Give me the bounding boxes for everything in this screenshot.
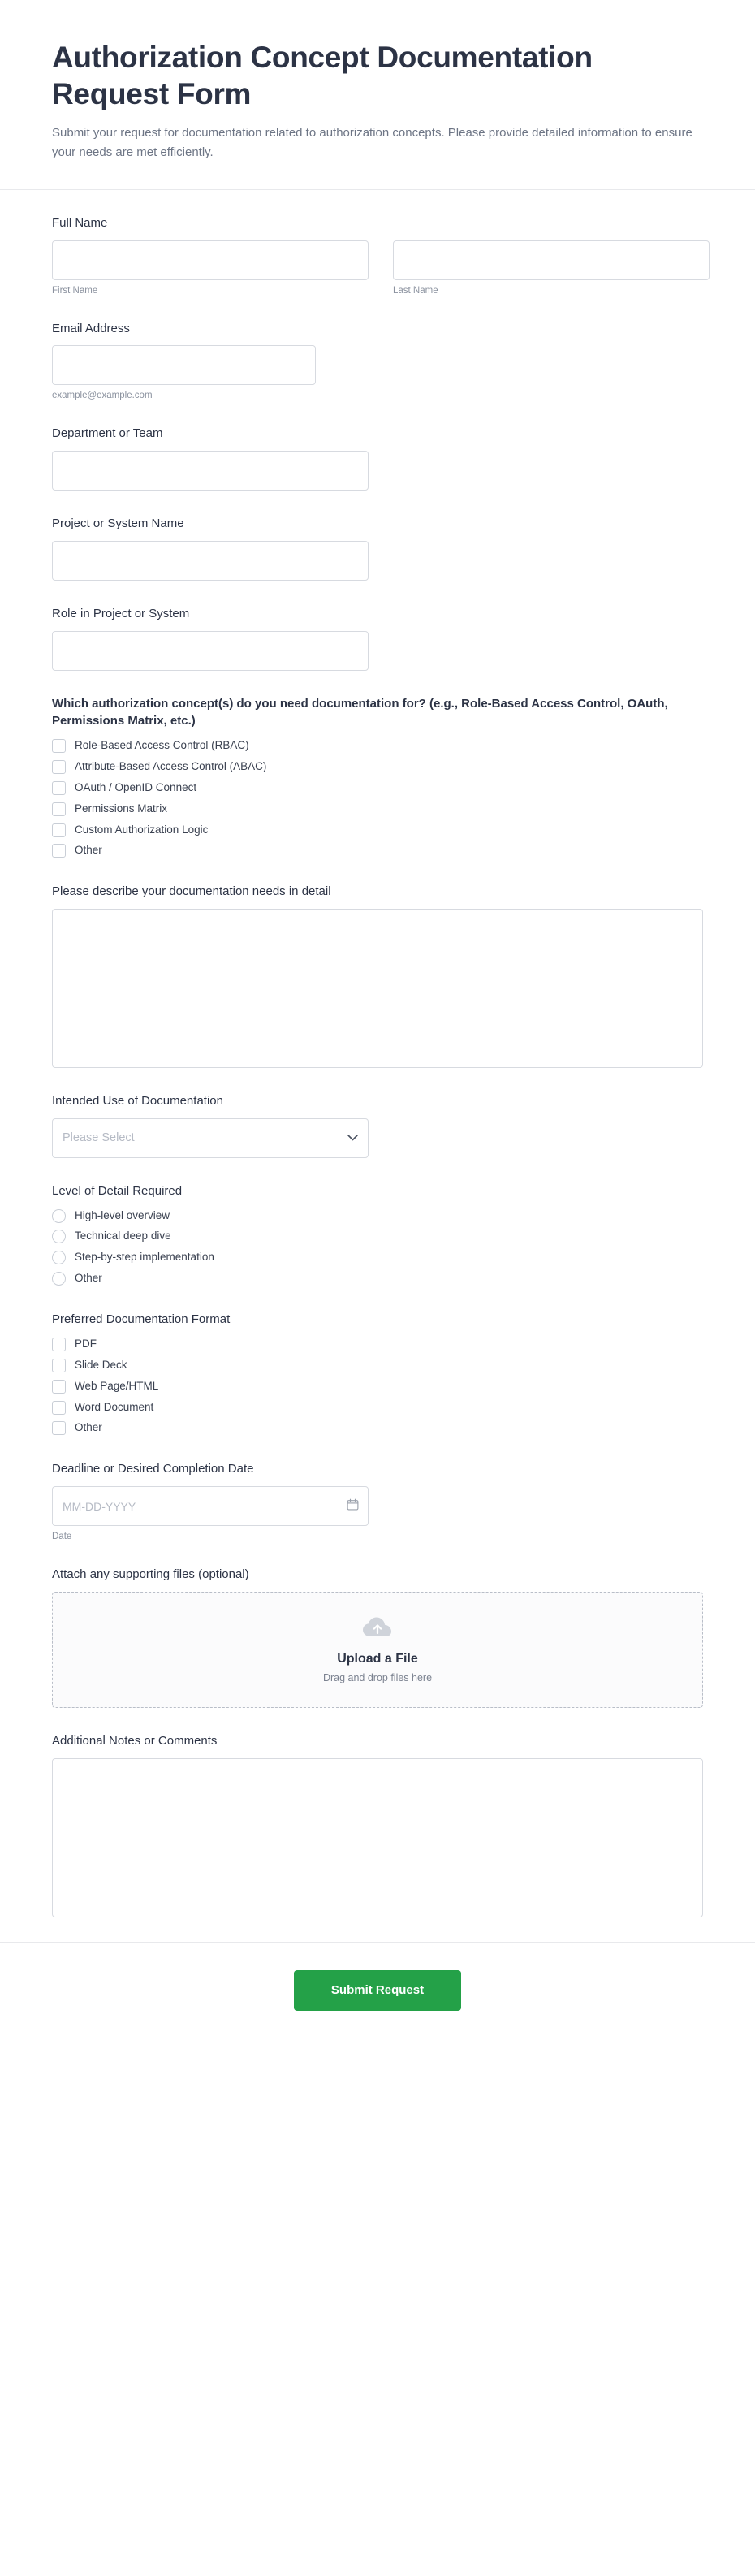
field-additional-notes [52,1732,703,1917]
upload-subtitle: Drag and drop files here [322,1671,433,1683]
role-input[interactable] [52,631,369,671]
detail-level-label: Level of Detail Required [52,1183,183,1198]
field-detail-level [52,1182,703,1286]
format-checkbox-list [52,1337,703,1436]
checkbox-option-word-document[interactable] [52,1400,703,1416]
concepts-label: Which authorization concept(s) do you need documentation for? (e.g., Role-Based Access Control, OAuth, Permissions Matrix, etc.) [52,696,668,728]
project-input[interactable] [52,541,369,581]
needs-textarea[interactable] [52,909,703,1068]
upload-title: Upload a File [337,1651,418,1666]
checkbox-label: Attribute-Based Access Control (ABAC) [75,759,267,772]
checkbox-icon[interactable] [52,802,66,816]
email-sublabel: example@example.com [52,391,153,401]
full-name-label: Full Name [52,215,108,230]
detail-level-radio-list [52,1208,703,1287]
radio-option-technical-deep-dive[interactable] [52,1229,703,1244]
intended-use-label: Intended Use of Documentation [52,1094,223,1109]
checkbox-icon[interactable] [52,844,66,858]
checkbox-icon[interactable] [52,1380,66,1394]
email-label: Email Address [52,321,130,335]
checkbox-label: Web Page/HTML [75,1379,159,1392]
checkbox-option-oauth[interactable] [52,780,703,796]
field-deadline [52,1460,703,1541]
format-label: Preferred Documentation Format [52,1312,231,1327]
checkbox-icon[interactable] [52,760,66,774]
role-label: Role in Project or System [52,606,190,620]
deadline-sublabel: Date [52,1532,72,1542]
form-body [0,190,755,1917]
field-project [52,515,703,581]
checkbox-label: Role-Based Access Control (RBAC) [75,739,249,751]
checkbox-option-format-other[interactable] [52,1420,703,1436]
form-header [0,0,755,190]
checkbox-icon[interactable] [52,1338,66,1351]
last-name-sublabel: Last Name [393,285,438,296]
file-upload-dropzone[interactable] [52,1592,703,1708]
radio-label: Technical deep dive [75,1230,171,1243]
checkbox-label: Permissions Matrix [75,802,168,815]
checkbox-label: Slide Deck [75,1358,127,1371]
deadline-input-wrap [52,1486,369,1526]
checkbox-option-rbac[interactable] [52,738,703,754]
radio-option-step-by-step[interactable] [52,1250,703,1265]
checkbox-option-slide-deck[interactable] [52,1358,703,1373]
checkbox-icon[interactable] [52,1421,66,1435]
full-name-row [52,240,703,296]
additional-notes-label: Additional Notes or Comments [52,1733,218,1748]
checkbox-option-custom-logic[interactable] [52,823,703,838]
concepts-checkbox-list [52,738,703,858]
deadline-label: Deadline or Desired Completion Date [52,1462,254,1476]
upload-cloud-icon [361,1616,394,1645]
field-concepts [52,695,703,859]
first-name-group [52,240,369,296]
radio-label: High-level overview [75,1208,170,1221]
checkbox-label: Other [75,844,102,857]
field-department [52,425,703,491]
checkbox-option-web-page[interactable] [52,1379,703,1394]
attachments-label: Attach any supporting files (optional) [52,1567,249,1582]
field-intended-use [52,1092,703,1158]
checkbox-label: PDF [75,1337,97,1350]
checkbox-icon[interactable] [52,739,66,753]
checkbox-icon[interactable] [52,823,66,837]
radio-label: Other [75,1272,102,1285]
radio-label: Step-by-step implementation [75,1251,214,1264]
checkbox-label: Other [75,1421,102,1434]
intended-use-select-wrap[interactable] [52,1118,369,1158]
page-title: Authorization Concept Documentation Request Form [52,41,593,111]
first-name-input[interactable] [52,240,369,280]
checkbox-icon[interactable] [52,781,66,795]
first-name-sublabel: First Name [52,285,98,296]
checkbox-option-abac[interactable] [52,759,703,775]
last-name-group [393,240,710,296]
department-input[interactable] [52,451,369,491]
radio-icon[interactable] [52,1272,66,1286]
radio-option-high-level[interactable] [52,1208,703,1224]
radio-option-other[interactable] [52,1271,703,1286]
radio-icon[interactable] [52,1251,66,1264]
submit-request-button[interactable]: Submit Request [294,1970,461,2011]
email-input[interactable] [52,345,316,385]
department-label: Department or Team [52,426,163,441]
radio-icon[interactable] [52,1209,66,1223]
checkbox-option-permissions-matrix[interactable] [52,802,703,817]
needs-label: Please describe your documentation needs in detail [52,884,331,899]
checkbox-label: Word Document [75,1400,154,1413]
checkbox-option-other[interactable] [52,843,703,858]
checkbox-label: OAuth / OpenID Connect [75,780,197,793]
page-subtitle: Submit your request for documentation related to authorization concepts. Please provide detailed information to ensure your needs are met efficiently. [52,126,692,159]
field-role [52,605,703,671]
checkbox-icon[interactable] [52,1359,66,1372]
checkbox-icon[interactable] [52,1401,66,1415]
additional-notes-textarea[interactable] [52,1758,703,1917]
field-email [52,320,703,401]
intended-use-select[interactable]: Please Select [52,1118,369,1158]
radio-icon[interactable] [52,1230,66,1243]
project-label: Project or System Name [52,516,184,530]
field-full-name [52,214,703,296]
field-documentation-needs [52,883,703,1068]
last-name-input[interactable] [393,240,710,280]
form-footer [0,1942,755,2047]
deadline-input[interactable] [52,1486,369,1526]
field-preferred-format [52,1311,703,1436]
checkbox-label: Custom Authorization Logic [75,823,209,836]
field-attachments [52,1566,703,1708]
checkbox-option-pdf[interactable] [52,1337,703,1352]
